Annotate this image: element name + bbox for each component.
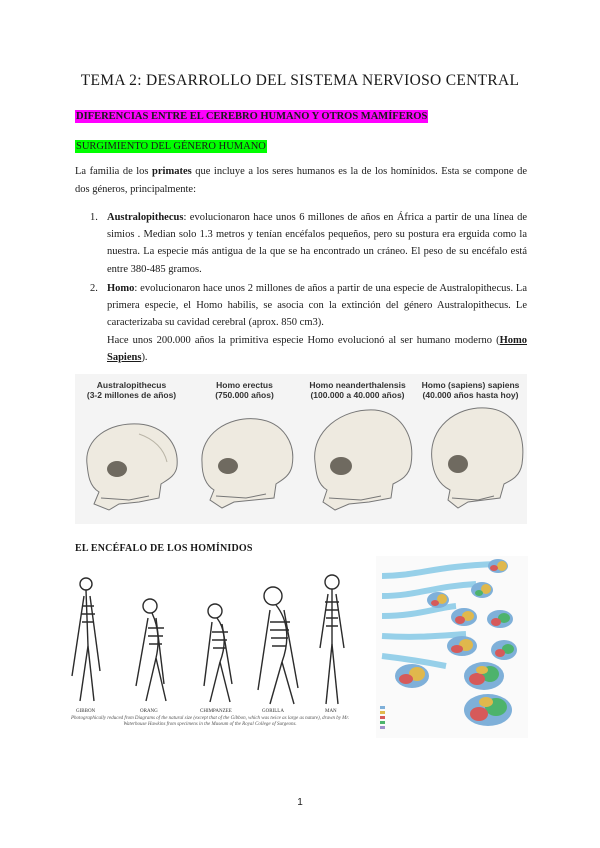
skull-range: (40.000 años hasta hoy) [422,390,519,400]
skull-caption-4 [414,380,527,400]
heading-surgimiento: SURGIMIENTO DEL GÉNERO HUMANO [76,141,266,152]
list-item-text [107,209,527,278]
page-title: TEMA 2: DESARROLLO DEL SISTEMA NERVIOSO CENTRAL [80,72,520,89]
homo-sapiens-post: ). [141,351,148,363]
list-number: 1. [90,212,98,223]
label-man: MAN [325,709,337,714]
homo-description: : evolucionaron hace unos 2 millones de años a partir de una especie de Australopithecus. La primera especie, el Homo habilis, se asocia con la extinción del género Australopithecus. Le caracterizaba su cavidad cerebral (aprox. 850 cm3). [107,283,527,329]
skeleton-caption: Photographically reduced from Diagrams of the natural size (except that of the Gibbon, which was twice as large as nature), drawn by Mr. Waterhouse Hawkins from specimens in the Museum of the Royal College of Surgeons. [71,716,349,727]
skeleton-man [320,575,344,704]
homo-sapiens-pre: Hace unos 200.000 años la primitiva especie Homo evolucionó al ser humano moderno ( [107,334,500,346]
skeleton-gorilla [258,587,298,704]
skull-caption-1 [75,380,188,400]
term-australopithecus: Australopithecus [107,212,184,223]
skull-range: (3-2 millones de años) [86,390,177,400]
term-homo: Homo [107,283,135,294]
intro-post: que incluye a los seres humanos es la de los homínidos. Esta se compone de dos géneros, principalmente: [75,166,527,195]
skeleton-gibbon [72,578,100,701]
skull-caption-3 [301,380,414,400]
skull-range: (750.000 años) [215,390,274,400]
section-heading-encefalo: EL ENCÉFALO DE LOS HOMÍNIDOS [75,543,253,554]
brain-figure-art [376,556,528,738]
skeleton-orang [136,599,166,701]
skeleton-comparison-figure [60,566,360,728]
skull-range: (100.000 a 40.000 años) [310,390,405,400]
list-item-text [107,280,527,366]
label-chimpanzee: CHIMPANZEE [200,709,232,714]
brain-legend [380,706,385,729]
brain-evolution-figure [376,556,528,738]
australopithecus-description: : evolucionaron hace unos 6 millones de años en África a partir de una línea de simios . Median solo 1.3 metros y tenían encéfalos pequeños, pero su postura era erguida como la nuestra. La especie más antigua de la que se ha encontrado un cráneo. El peso de su encéfalo está entre 380-485 gramos. [107,212,527,275]
skeleton-chimpanzee [204,604,232,702]
term-homo-sapiens: Homo Sapiens [107,334,527,363]
skull-name: Homo neanderthalensis [309,380,406,390]
list-number: 2. [90,283,98,294]
skull-name: Homo (sapiens) sapiens [421,380,520,390]
skeleton-figure-art [60,566,360,716]
intro-paragraph [75,163,527,198]
label-orang: ORANG [140,709,158,714]
heading-diferencias: DIFERENCIAS ENTRE EL CEREBRO HUMANO Y OTROS MAMÍFEROS [76,111,428,122]
page-number: 1 [297,797,303,808]
intro-pre: La familia de los [75,166,153,177]
intro-bold-primates: primates [152,166,192,177]
label-gibbon: GIBBON [76,709,96,714]
label-gorilla: GORILLA [262,709,284,714]
skull-name: Australopithecus [96,380,167,390]
skull-caption-2 [188,380,301,400]
skull-name: Homo erectus [216,380,273,390]
skull-comparison-figure [75,374,527,524]
